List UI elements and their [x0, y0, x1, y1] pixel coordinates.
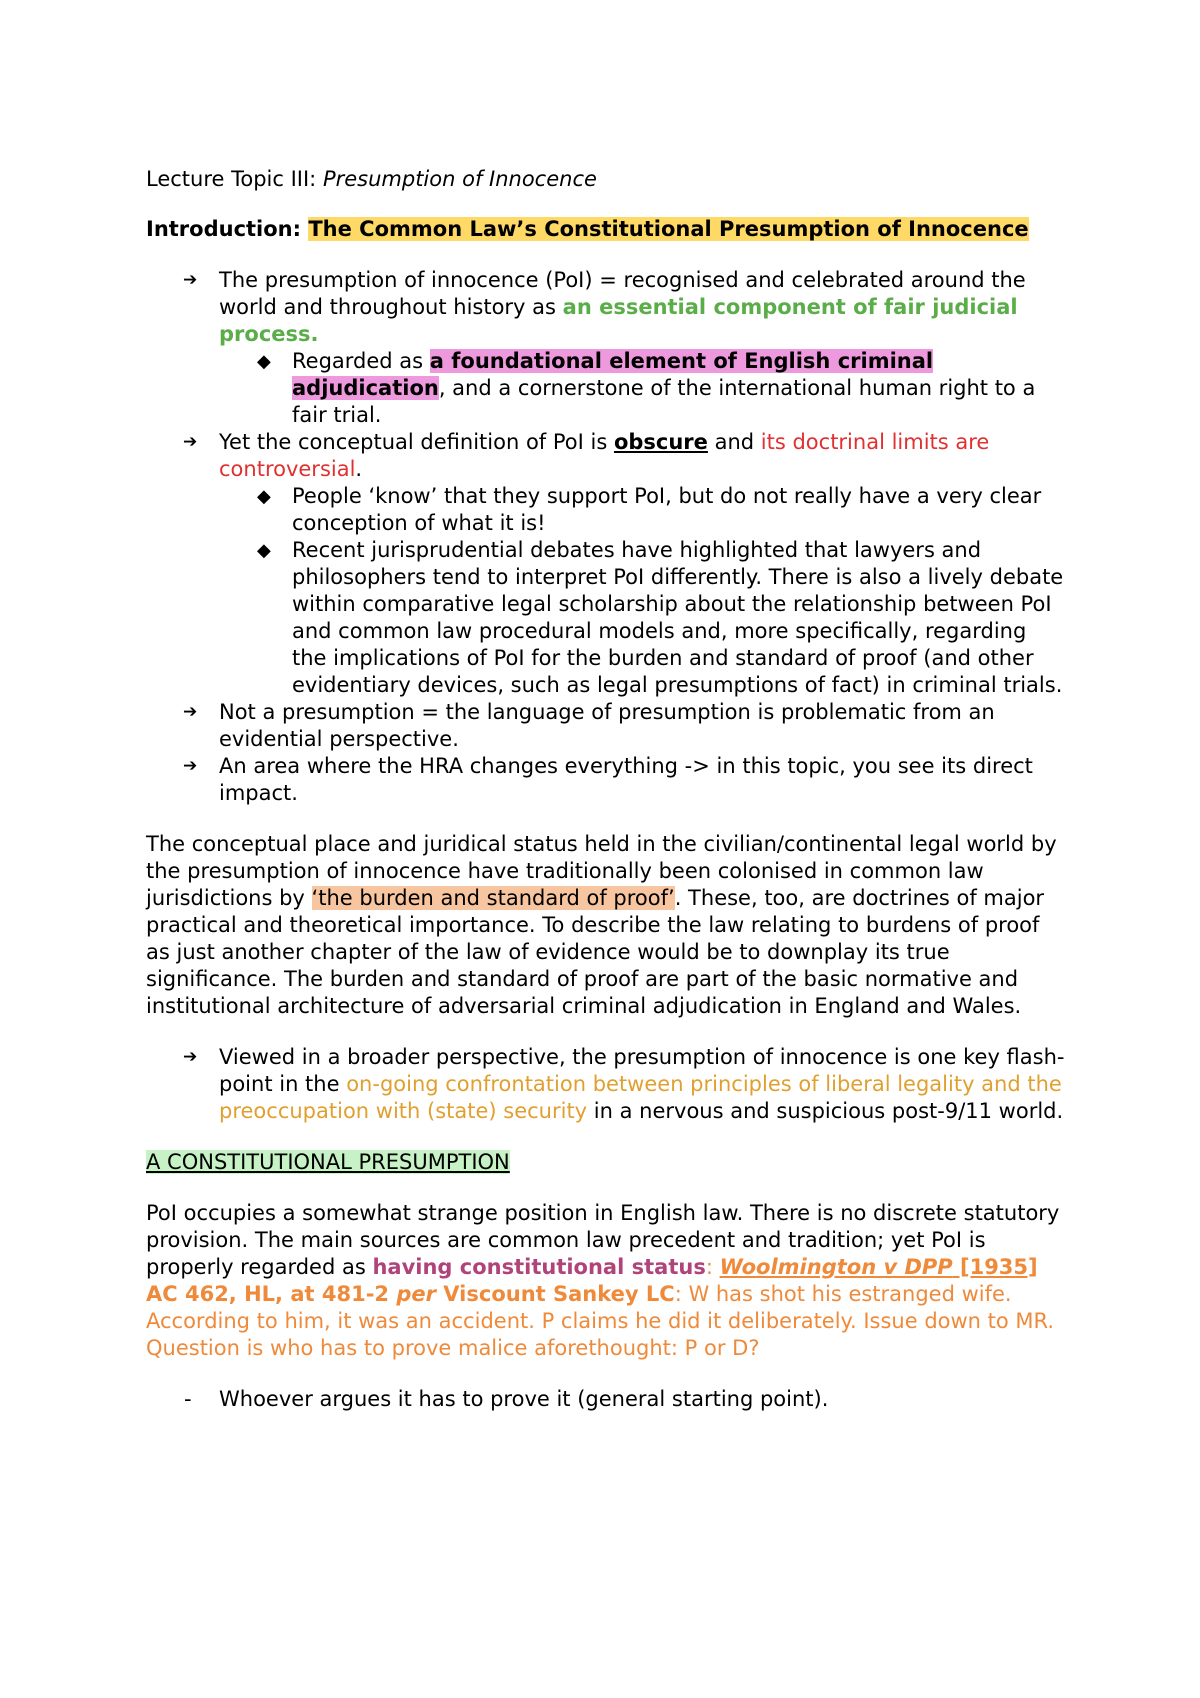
section-heading — [146, 1149, 1066, 1176]
case-name: Woolmington v DPP [1935] — [719, 1255, 1038, 1279]
title-topic: Presumption of Innocence — [322, 167, 597, 191]
broader-bullet-list — [146, 1044, 1066, 1125]
bullet-end: . — [355, 457, 363, 481]
sub-bullet-highlight: a foundational element of English criminal adjudication — [292, 349, 934, 400]
per-word: per — [396, 1282, 436, 1306]
sub-bullet-text: Recent jurisprudential debates have highlighted that lawyers and philosophers tend to interpret PoI differently. There is also a lively debate within comparative legal scholarship about the relationship between PoI and common law procedural models and, more specifically, regarding the implications of PoI for the burden and standard of proof (and other evidentiary devices, such as legal presumptions of fact) in criminal trials. — [292, 538, 1064, 697]
controversial-phrase: its doctrinal limits are controversial — [219, 430, 990, 481]
lecture-title — [146, 166, 1066, 193]
confrontation-phrase: on-going confrontation between principles of liberal legality and the preoccupation with (state) security — [219, 1072, 1062, 1123]
diamond-icon: ◆ — [257, 486, 271, 507]
colon: : — [705, 1255, 720, 1279]
dash-list-item — [146, 1386, 1066, 1413]
intro-bullet-list — [146, 267, 1066, 807]
diamond-icon: ◆ — [257, 351, 271, 372]
bullet-poi-recognised — [146, 267, 1066, 429]
case-facts: : W has shot his estranged wife. According to him, it was an accident. P claims he did it deliberately. Issue down to MR. Question is who has to prove malice aforethought: P or D? — [146, 1282, 1055, 1360]
paragraph-constitutional-status — [146, 1200, 1066, 1362]
intro-highlight: The Common Law’s Constitutional Presumption of Innocence — [308, 217, 1029, 241]
para-post: . These, too, are doctrines of major practical and theoretical importance. To describe the law relating to burdens of proof as just another chapter of the law of evidence would be to downplay its true significance. The burden and standard of proof are part of the basic normative and institutional architecture of adversarial criminal adjudication in England and Wales. — [146, 886, 1045, 1018]
arrow-icon: ➔ — [183, 270, 198, 290]
sub-bullet-list — [219, 348, 1066, 429]
title-prefix: Lecture Topic III: — [146, 167, 323, 191]
sub-bullet-list — [219, 483, 1066, 699]
dash-item-text: Whoever argues it has to prove it (general starting point). — [219, 1387, 829, 1411]
case-year: [1935] — [952, 1255, 1038, 1279]
para-pre: PoI occupies a somewhat strange position in English law. There is no discrete statutory provision. The main sources are common law precedent and tradition; yet PoI is properly regarded as — [146, 1201, 1060, 1279]
constitutional-status-phrase: having constitutional status — [372, 1255, 706, 1279]
arrow-icon: ➔ — [183, 756, 198, 776]
case-reference: AC 462, HL, at 481-2 — [146, 1282, 397, 1306]
bullet-text: An area where the HRA changes everything -> in this topic, you see its direct impact. — [219, 754, 1033, 805]
sub-bullet-post: , and a cornerstone of the international human right to a fair trial. — [292, 376, 1036, 427]
bullet-pre: Yet the conceptual definition of PoI is — [219, 430, 614, 454]
bullet-conceptual-definition — [146, 429, 1066, 699]
obscure-word: obscure — [613, 430, 708, 454]
bullet-broader-perspective — [146, 1044, 1066, 1125]
sub-bullet-pre: Regarded as — [292, 349, 430, 373]
intro-label: Introduction: — [146, 217, 309, 241]
sub-bullet-foundational — [219, 348, 1066, 429]
bullet-emphasis: an essential component of fair judicial process. — [219, 295, 1018, 346]
arrow-icon: ➔ — [183, 702, 198, 722]
bullet-text: Not a presumption = the language of presumption is problematic from an evidential perspective. — [219, 700, 995, 751]
diamond-icon: ◆ — [257, 540, 271, 561]
section-heading-text: A CONSTITUTIONAL PRESUMPTION — [146, 1150, 510, 1174]
dash-icon: - — [184, 1387, 192, 1411]
bullet-pre: Viewed in a broader perspective, the presumption of innocence is one key flash-point in the — [219, 1045, 1065, 1096]
arrow-icon: ➔ — [183, 432, 198, 452]
sub-bullet-jurisprudential-debates — [219, 537, 1066, 699]
bullet-mid: and — [707, 430, 761, 454]
bullet-not-a-presumption — [146, 699, 1066, 753]
sub-bullet-text: People ‘know’ that they support PoI, but do not really have a very clear conception of what it is! — [292, 484, 1042, 535]
bullet-post: in a nervous and suspicious post-9/11 world. — [587, 1099, 1064, 1123]
judge-name: Viscount Sankey LC — [435, 1282, 675, 1306]
intro-heading — [146, 216, 1066, 243]
bullet-text: The presumption of innocence (PoI) = recognised and celebrated around the world and throughout history as — [219, 268, 1026, 319]
para-pre: The conceptual place and juridical status held in the civilian/continental legal world by the presumption of innocence have traditionally been colonised in common law jurisdictions by — [146, 832, 1057, 910]
burden-highlight: ‘the burden and standard of proof’ — [311, 886, 675, 910]
bullet-hra-impact — [146, 753, 1066, 807]
sub-bullet-people-know — [219, 483, 1066, 537]
arrow-icon: ➔ — [183, 1047, 198, 1067]
paragraph-burden-of-proof — [146, 831, 1066, 1020]
document-body — [146, 166, 1066, 1413]
